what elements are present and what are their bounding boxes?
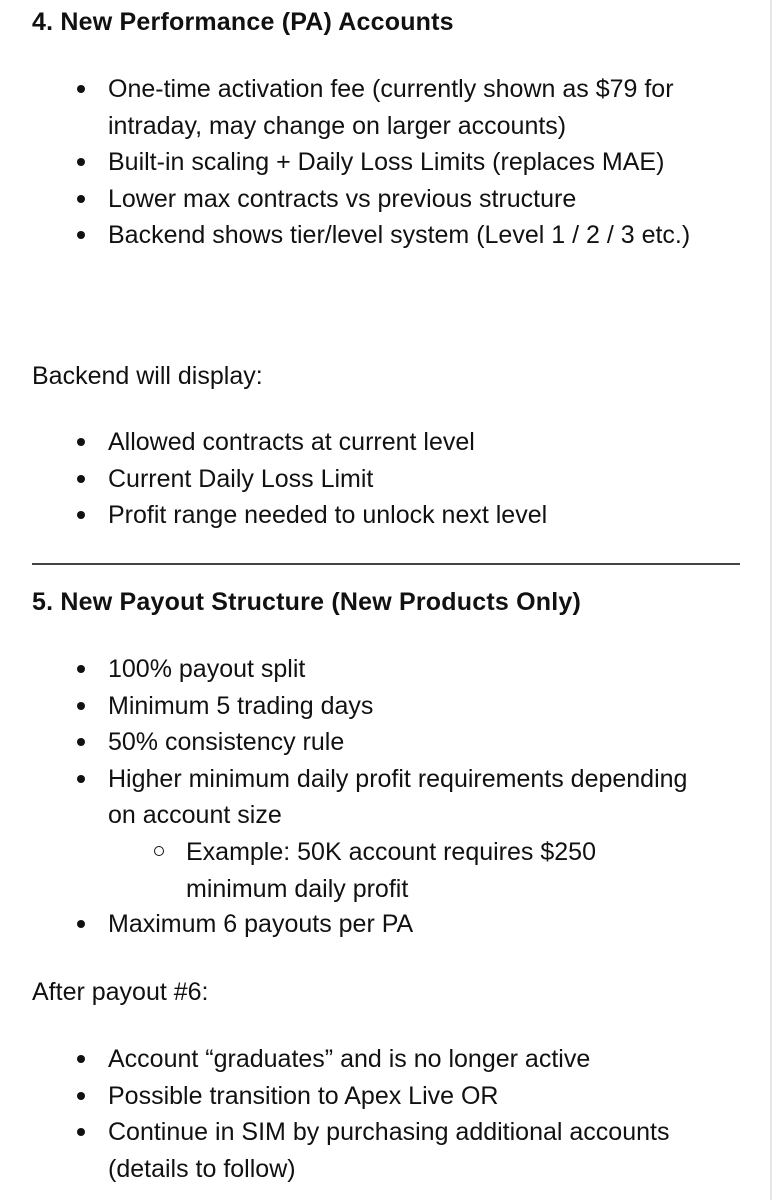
list-item-text: Higher minimum daily profit requirements depending on account size [108, 764, 688, 829]
list-item: One-time activation fee (currently shown as $79 for intraday, may change on larger accounts) [32, 71, 728, 144]
list-item: Account “graduates” and is no longer active [32, 1041, 744, 1078]
section-5-bullet-list [32, 651, 744, 834]
section-4-heading: 4. New Performance (PA) Accounts [32, 8, 454, 36]
section-5-sub-list [108, 834, 668, 907]
list-item: Lower max contracts vs previous structure [32, 181, 744, 218]
list-item: Current Daily Loss Limit [32, 461, 744, 498]
list-item: Allowed contracts at current level [32, 424, 744, 461]
after-payout-intro: After payout #6: [32, 978, 209, 1006]
section-divider [32, 563, 740, 565]
list-item: 100% payout split [32, 651, 744, 688]
backend-display-list [32, 424, 744, 534]
list-item: Minimum 5 trading days [32, 688, 744, 725]
list-item: Profit range needed to unlock next level [32, 497, 744, 534]
list-item: Backend shows tier/level system (Level 1 / 2 / 3 etc.) [32, 217, 728, 254]
after-payout-list [32, 1041, 744, 1187]
list-item: 50% consistency rule [32, 724, 744, 761]
list-item: Built-in scaling + Daily Loss Limits (replaces MAE) [32, 144, 688, 181]
backend-display-intro: Backend will display: [32, 362, 263, 390]
list-item: Maximum 6 payouts per PA [32, 906, 744, 943]
list-item: Possible transition to Apex Live OR [32, 1078, 744, 1115]
sub-list-item: Example: 50K account requires $250 minimum daily profit [108, 834, 676, 907]
list-item: Continue in SIM by purchasing additional accounts (details to follow) [32, 1114, 688, 1187]
list-item [32, 761, 688, 834]
section-4-bullet-list [32, 71, 744, 254]
section-5-bullet-list-continued [32, 906, 744, 943]
section-5-heading: 5. New Payout Structure (New Products Only) [32, 588, 581, 616]
